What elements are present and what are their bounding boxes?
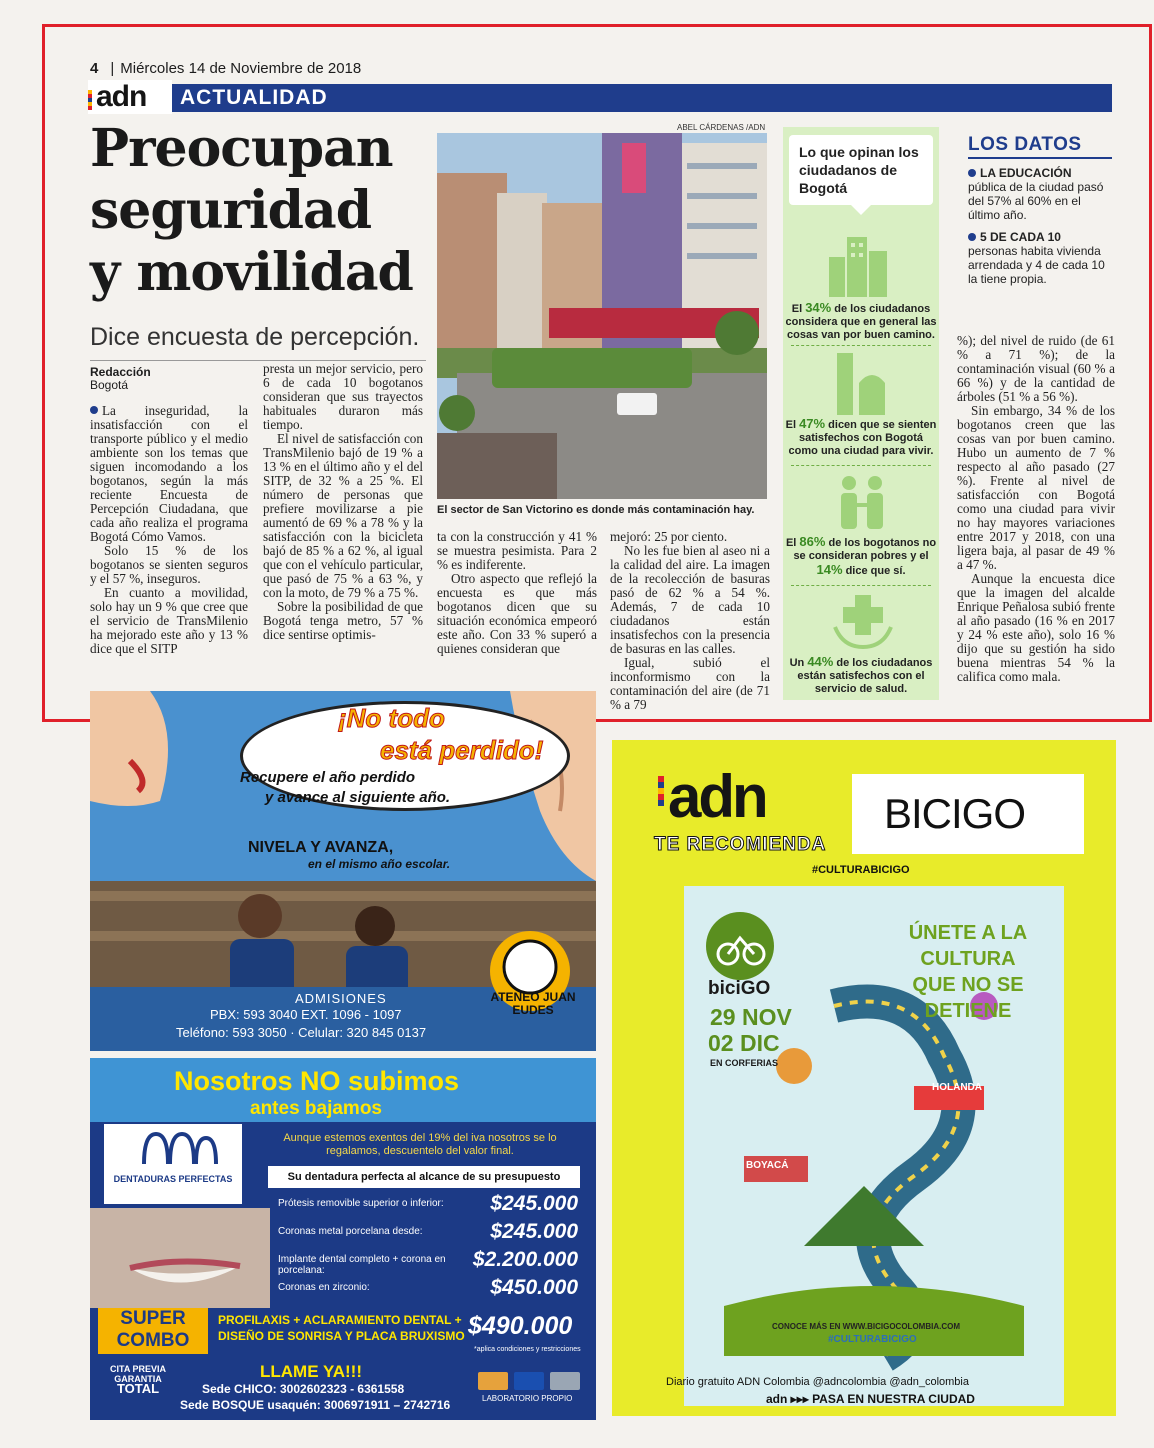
stat-3: El 86% de los bogotanos no se consideran pobres y el 14% dice que sí. (785, 534, 937, 577)
combo-note: *aplica condiciones y restricciones (474, 1346, 581, 1353)
conoce-mas: CONOCE MÁS EN WWW.BICIGOCOLOMBIA.COM (772, 1322, 960, 1331)
ad-dental-headline-1: Nosotros NO subimos (174, 1066, 460, 1096)
tooth-logo-icon (104, 1124, 242, 1174)
price-row: Coronas en zirconio: $450.000 (278, 1276, 578, 1299)
event-date-end: 02 DIC (708, 1030, 780, 1056)
street-photo (437, 133, 767, 499)
te-recomienda: TE RECOMIENDA (654, 834, 827, 855)
combo-price: $490.000 (468, 1312, 573, 1340)
adn-logo-dots (658, 776, 664, 806)
adn-logo: adn (88, 80, 172, 114)
boyaca-label: BOYACÁ (746, 1160, 789, 1171)
infographic-title: Lo que opinan los ciudadanos de Bogotá (789, 135, 933, 205)
article-column-1: La inseguridad, la insatisfacción con el transporte público y el medio ambiente son los temas que siguen incomodando a los bogotanos, según la más reciente Encuesta de Percepción Ciudadana, que cada año realiza el programa Bogotá Cómo Vamos. Solo 15 % de los bogotanos se sienten seguros y el 57 %, inseguros. En cuanto a movilidad, solo hay un 9 % que cree que el servicio de TransMilenio ha mejorado este año y 13 % dice que el SITP (90, 403, 248, 656)
price-row: Implante dental completo + corona en porcelana: $2.200.000 (278, 1248, 578, 1276)
ad-school-headline-1: ¡No todo (338, 703, 445, 733)
datos-item-1: LA EDUCACIÓN pública de la ciudad pasó del 57% al 60% en el último año. (968, 166, 1104, 222)
ad-school-nivela-sub: en el mismo año escolar. (308, 857, 451, 871)
ad-school-sub-1: Recupere el año perdido (240, 769, 416, 786)
photo-caption: El sector de San Victorino es donde más contaminación hay. (437, 504, 755, 516)
cita-badge: CITA PREVIA GARANTIA TOTAL (109, 1364, 166, 1396)
people-icon (835, 473, 891, 533)
laboratorio-propio: LABORATORIO PROPIO (482, 1394, 573, 1403)
tower-icon (835, 353, 889, 415)
byline: Redacción Bogotá (90, 365, 151, 392)
bullet-icon (968, 169, 976, 177)
dental-brand: DENTADURAS PERFECTAS (113, 1174, 233, 1184)
sede-bosque: Sede BOSQUE usaquén: 3006971911 – 2742716 (180, 1398, 451, 1412)
photo-credit: ABEL CÁRDENAS /ADN (677, 123, 766, 132)
article-column-5: %); del nivel de ruido (de 61 % a 71 %); de la contaminación visual (60 % a 66 %) y de la cantidad de árboles (51 % a 56 %). Sin embargo, 34 % de los bogotanos creen que las cosas van por buen camino. Hubo un aumento de 7 % respecto al año pasado (27 %). Frente al nivel de satisfacción con Bogotá como una ciudad para vivir no hay mayores variaciones entre 2017 y 2018, con una ligera baja, al pasar de 49 % a 47 %. Aunque la encuesta dice que la imagen del alcalde Enrique Peñalosa subió frente al año pasado (16 % en 2017 y 24 % este año), solo 16 % dijo que su gestión ha sido buena mientras 54 % la califica como mala. (957, 333, 1115, 684)
ad-school-headline-2: está perdido! (380, 735, 544, 765)
holanda-label: HOLANDA (932, 1082, 982, 1093)
ad-school (90, 691, 596, 1051)
stat-2: El 47% dicen que se sienten satisfechos con Bogotá como una ciudad para vivir. (785, 416, 937, 457)
headline: Preocupan seguridad y movilidad (90, 118, 413, 303)
event-date-start: 29 NOV (710, 1004, 792, 1030)
hashtag-bottom: #CULTURABICIGO (828, 1334, 917, 1345)
stat-1: El 34% de los ciudadanos considera que en general las cosas van por buen camino. (785, 300, 937, 341)
ad-dental (90, 1058, 596, 1420)
super-combo-badge: SUPER COMBO (98, 1308, 208, 1354)
section-label: ACTUALIDAD (180, 86, 328, 109)
bicigo-wordmark: BICIGO (884, 790, 1026, 837)
datos-item-2: 5 DE CADA 10 personas habita vivienda arrendada y 4 de cada 10 la tiene propia. (968, 230, 1105, 286)
bicigo-label: biciGO (708, 978, 771, 999)
ad-dental-box: Su dentadura perfecta al alcance de su presupuesto (268, 1166, 580, 1188)
stat-4: Un 44% de los ciudadanos están satisfechos con el servicio de salud. (789, 654, 933, 695)
article-column-3: ta con la construcción y 41 % se muestra pesimista. Para 2 % es indiferente. Otro aspecto que reflejó la encuesta es que más bogotanos dicen que su situación económica empeoró este año. Con 33 % superó a quienes consideran que (437, 529, 597, 656)
price-list (278, 1192, 578, 1304)
sede-chico: Sede CHICO: 3002602323 - 6361558 (202, 1382, 405, 1396)
adn-tagline: adn ▸▸▸ PASA EN NUESTRA CIUDAD (766, 1392, 975, 1406)
buildings-icon (825, 227, 897, 297)
dental-logo (104, 1124, 242, 1204)
ad-school-pbx: PBX: 593 3040 EXT. 1096 - 1097 (210, 1007, 402, 1022)
ad-school-name: ATENEO JUAN EUDES (490, 990, 576, 1017)
bicigo-slogan: ÚNETE A LA CULTURA QUE NO SE DETIENE (908, 922, 1028, 1022)
ad-dental-exento: Aunque estemos exentos del 19% del iva nosotros se lo regalamos, descuentelo del valor final. (283, 1132, 557, 1157)
combo-description: PROFILAXIS + ACLARAMIENTO DENTAL + DISEÑO DE SONRISA Y PLACA BRUXISMO (218, 1313, 465, 1343)
price-row: Coronas metal porcelana desde: $245.000 (278, 1220, 578, 1243)
ad-school-telefono: Teléfono: 593 3050 · Celular: 320 845 0137 (176, 1025, 427, 1040)
infographic-panel (783, 127, 939, 700)
dek: Dice encuesta de percepción. (90, 323, 420, 351)
adn-logo-large: adn (668, 763, 766, 830)
price-row: Prótesis removible superior o inferior: $245.000 (278, 1192, 578, 1215)
article-column-4: mejoró: 25 por ciento. No les fue bien al aseo ni a la calidad del aire. La imagen de la recolección de basuras pasó de 62 % a 54 %. Además, 7 de cada 10 ciudadanos están insatisfechos con la presencia de basuras en las calles. Igual, subió el inconformismo con la contaminación del aire (de 71 % a 79 (610, 529, 770, 712)
city-street-image (437, 133, 767, 499)
issue-date: Miércoles 14 de Noviembre de 2018 (120, 60, 362, 77)
bullet-icon (90, 406, 98, 414)
article-column-2: presta un mejor servicio, pero 6 de cada 10 bogotanos consideran que sus trayectos habituales duraron más tiempo. El nivel de satisfacción con TransMilenio bajó de 19 % a 13 % en el último año y el del SITP, de 32 % a 25 %. El número de personas que prefiere movilizarse a pie aumentó de 69 % a 78 % y la satisfacción con la bicicleta bajó de 85 % a 62 %, al igual que con el vehículo particular, que pasó de 75 % a 63 %, y con la moto, de 79 % a 75 %. Sobre la posibilidad de que Bogotá tenga metro, 57 % dice sentirse optimis- (263, 361, 423, 642)
payment-cards-icon (478, 1370, 588, 1392)
dateline: 4 | Miércoles 14 de Noviembre de 2018 (90, 60, 362, 77)
ad-bicigo (612, 740, 1116, 1416)
social-links: Diario gratuito ADN Colombia @adncolombia @adn_colombia (666, 1376, 969, 1388)
ad-dental-headline-2: antes bajamos (250, 1098, 382, 1119)
datos-divider (968, 157, 1112, 159)
event-venue: EN CORFERIAS (710, 1058, 779, 1068)
health-cross-icon (833, 593, 893, 649)
smile-photo (90, 1208, 270, 1308)
datos-title: LOS DATOS (968, 134, 1082, 155)
llame-ya: LLAME YA!!! (260, 1362, 362, 1381)
bullet-icon (968, 233, 976, 241)
ad-school-sub-2: y avance al siguiente año. (265, 789, 451, 806)
page-number: 4 (90, 60, 99, 77)
ad-school-admisiones: ADMISIONES (295, 991, 387, 1006)
ad-school-nivela: NIVELA Y AVANZA, (248, 839, 394, 856)
hashtag-top: #CULTURABICIGO (812, 864, 910, 876)
